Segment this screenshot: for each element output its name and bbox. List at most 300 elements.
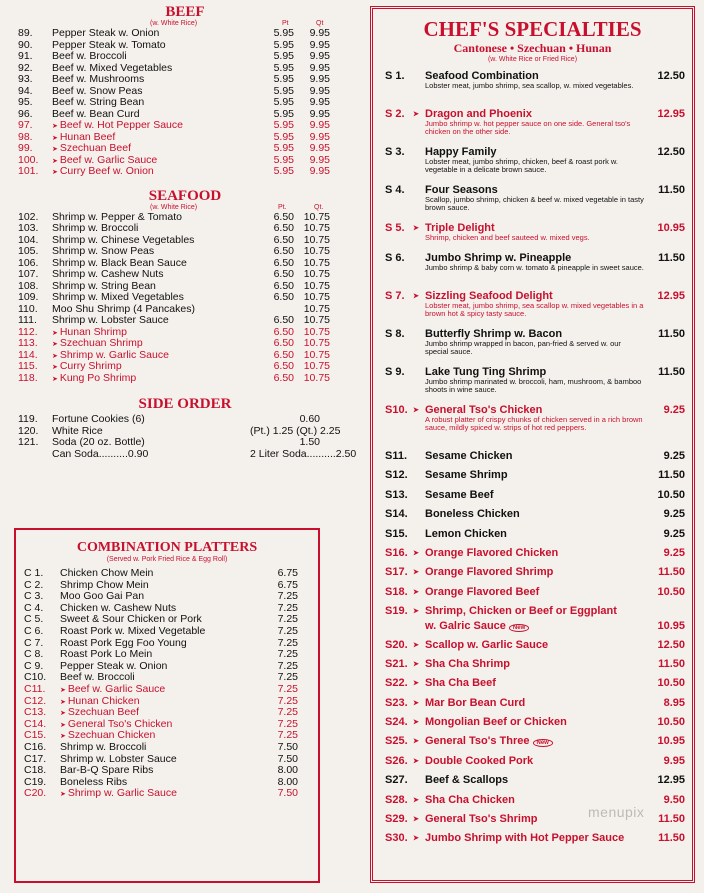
item-number: 90. bbox=[18, 38, 33, 51]
combo-price: 8.00 bbox=[277, 764, 298, 777]
price-pint: 5.95 bbox=[273, 153, 294, 166]
spicy-arrow-icon: ➤ bbox=[413, 641, 419, 649]
special-description: Lobster meat, jumbo shrimp, sea scallop, w. mixed vegetables. bbox=[425, 81, 634, 90]
chef-special-item bbox=[373, 328, 692, 366]
chef-special-item bbox=[373, 469, 692, 488]
combo-name-text: Moo Goo Gai Pan bbox=[60, 590, 145, 603]
special-name-text: w. Galric Sauce bbox=[425, 620, 506, 633]
combo-name-text: Shrimp Chow Mein bbox=[60, 578, 149, 591]
new-badge: New bbox=[533, 739, 553, 747]
item-name-text: Hunan Shrimp bbox=[59, 325, 127, 338]
spicy-arrow-icon: ➤ bbox=[413, 719, 419, 727]
special-number: S20. bbox=[385, 638, 408, 651]
chef-special-item bbox=[373, 146, 692, 184]
spicy-arrow-icon: ➤ bbox=[52, 134, 60, 142]
special-number: S19. bbox=[385, 605, 408, 618]
special-name-text: Four Seasons bbox=[425, 184, 498, 196]
special-number: S22. bbox=[385, 677, 408, 690]
item-name-text: Beef w. Mixed Vegetables bbox=[52, 61, 173, 74]
price-quart: 9.95 bbox=[309, 61, 330, 74]
price-quart: 10.75 bbox=[303, 348, 330, 361]
combo-price: 7.25 bbox=[277, 590, 298, 603]
chef-subtitle: Cantonese • Szechuan • Hunan bbox=[453, 41, 612, 55]
combo-name-text: Roast Pork Egg Foo Young bbox=[60, 636, 187, 649]
combo-row bbox=[16, 684, 318, 696]
special-name bbox=[425, 252, 571, 264]
item-name-text: Shrimp w. Lobster Sauce bbox=[52, 314, 169, 326]
special-name-text: Mar Bor Bean Curd bbox=[425, 696, 526, 709]
item-number: 101. bbox=[18, 165, 39, 177]
special-number: S27. bbox=[385, 774, 408, 787]
combo-price: 7.50 bbox=[277, 740, 298, 753]
item-number: 118. bbox=[18, 371, 38, 384]
combo-number: C 4. bbox=[24, 601, 44, 614]
combo-number: C16. bbox=[24, 740, 47, 753]
chef-note: (w. White Rice or Fried Rice) bbox=[487, 56, 578, 63]
item-name-text: Shrimp w. Cashew Nuts bbox=[52, 268, 164, 280]
item-name-text: Pepper Steak w. Tomato bbox=[52, 38, 166, 51]
item-name: White Rice bbox=[52, 424, 103, 437]
special-name-text: Sha Cha Beef bbox=[425, 677, 496, 690]
combo-price: 7.25 bbox=[277, 601, 298, 614]
combo-name-text: Pepper Steak w. Onion bbox=[60, 659, 168, 672]
item-name-text: Shrimp w. Pepper & Tomato bbox=[52, 210, 182, 223]
watermark: menupix bbox=[588, 804, 645, 820]
combo-price: 7.25 bbox=[277, 636, 298, 649]
special-name bbox=[413, 832, 625, 845]
combo-list bbox=[16, 568, 318, 800]
combo-number: C 3. bbox=[24, 590, 44, 603]
item-number: 110. bbox=[18, 302, 38, 315]
item-name-text: Shrimp w. Mixed Vegetables bbox=[52, 291, 184, 303]
special-name-text: Double Cooked Pork bbox=[425, 754, 534, 767]
special-number: S29. bbox=[385, 813, 408, 826]
special-name bbox=[413, 566, 554, 579]
special-name-text: Sesame Beef bbox=[425, 488, 494, 501]
price-quart: 10.75 bbox=[303, 245, 330, 257]
special-name-text: Mongolian Beef or Chicken bbox=[425, 716, 567, 729]
special-name bbox=[413, 677, 496, 690]
item-name-text: Beef w. Hot Pepper Sauce bbox=[59, 119, 183, 131]
combo-name-text: Szechuan Chicken bbox=[67, 729, 156, 742]
price-pint: 5.95 bbox=[273, 84, 294, 97]
item-name-text: Beef w. Bean Curd bbox=[52, 107, 140, 120]
combo-price: 7.50 bbox=[277, 787, 298, 800]
special-price: 11.50 bbox=[658, 251, 685, 264]
special-name-text: Sesame Shrimp bbox=[425, 469, 508, 482]
price-pint: 6.50 bbox=[273, 325, 294, 338]
item-number: 111. bbox=[18, 314, 37, 326]
special-name-text: Dragon and Phoenix bbox=[425, 108, 532, 120]
side-order-row bbox=[10, 437, 360, 449]
item-number: 104. bbox=[18, 233, 39, 246]
price-pint: 6.50 bbox=[273, 222, 294, 234]
combo-name-text: Szechuan Beef bbox=[67, 706, 140, 719]
spicy-arrow-icon: ➤ bbox=[60, 733, 68, 741]
price-quart: 10.75 bbox=[303, 210, 330, 223]
special-name bbox=[413, 585, 540, 598]
special-price: 11.50 bbox=[658, 184, 685, 196]
special-price: 9.95 bbox=[663, 754, 685, 767]
special-price: 10.95 bbox=[657, 620, 685, 633]
combo-number: C 9. bbox=[24, 659, 44, 672]
price-quart: 10.75 bbox=[303, 233, 330, 246]
price-pint: 5.95 bbox=[273, 50, 294, 62]
price-quart: 9.95 bbox=[309, 96, 330, 108]
special-name bbox=[413, 716, 567, 729]
item-name: Can Soda..........0.90 bbox=[52, 447, 149, 460]
chef-special-item bbox=[373, 605, 692, 638]
item-name-text: Moo Shu Shrimp (4 Pancakes) bbox=[52, 302, 195, 315]
special-price: 10.50 bbox=[657, 585, 685, 598]
special-name-text: Orange Flavored Beef bbox=[425, 585, 540, 598]
chef-special-item bbox=[373, 252, 692, 290]
combo-name-text: Chicken w. Cashew Nuts bbox=[60, 601, 177, 614]
special-price: 10.50 bbox=[657, 488, 685, 501]
price-pint: 6.50 bbox=[273, 279, 294, 292]
price-quart: 10.75 bbox=[303, 302, 330, 315]
item-number: 114. bbox=[18, 348, 38, 361]
chef-special-item bbox=[373, 508, 692, 527]
price-quart: 10.75 bbox=[303, 256, 330, 269]
price-pint: 6.50 bbox=[273, 233, 294, 246]
special-name bbox=[413, 754, 534, 767]
item-name-text: Hunan Beef bbox=[59, 130, 116, 143]
chefs-specialties-box bbox=[370, 6, 695, 883]
special-name bbox=[425, 508, 520, 520]
item-name-text: Pepper Steak w. Onion bbox=[52, 27, 160, 39]
combo-price: 7.25 bbox=[277, 717, 298, 730]
special-number: S 8. bbox=[385, 327, 405, 340]
price-quart: 10.75 bbox=[303, 268, 330, 280]
combo-number: C11. bbox=[24, 682, 46, 695]
spicy-arrow-icon: ➤ bbox=[413, 796, 419, 804]
price-pint: 6.50 bbox=[273, 291, 294, 303]
price-pint: 6.50 bbox=[273, 256, 294, 269]
combo-name-text: Roast Pork Lo Mein bbox=[60, 648, 153, 661]
price-quart: 9.95 bbox=[309, 38, 330, 51]
item-name-text: Beef w. Mushrooms bbox=[52, 73, 145, 85]
chef-special-item bbox=[373, 366, 692, 404]
special-name-text: Lake Tung Ting Shrimp bbox=[425, 365, 547, 378]
spicy-arrow-icon: ➤ bbox=[52, 341, 60, 348]
combo-price: 7.25 bbox=[277, 729, 298, 742]
spicy-arrow-icon: ➤ bbox=[60, 721, 68, 729]
item-number: 95. bbox=[18, 96, 33, 108]
combo-price: 7.25 bbox=[277, 682, 298, 695]
item-price: 2 Liter Soda..........2.50 bbox=[250, 447, 357, 460]
special-name bbox=[425, 469, 508, 481]
beef-pt-label: Pt bbox=[282, 20, 289, 27]
combo-number: C 7. bbox=[24, 636, 44, 649]
special-number: S14. bbox=[385, 508, 408, 521]
spicy-arrow-icon: ➤ bbox=[413, 549, 419, 557]
special-name-text: Jumbo Shrimp with Hot Pepper Sauce bbox=[425, 832, 625, 845]
spicy-arrow-icon: ➤ bbox=[60, 710, 68, 718]
combo-name-text: Shrimp w. Lobster Sauce bbox=[60, 752, 177, 765]
combo-name-text: Bar-B-Q Spare Ribs bbox=[60, 764, 154, 777]
chef-special-item bbox=[373, 697, 692, 716]
spicy-arrow-icon: ➤ bbox=[60, 686, 68, 694]
price-quart: 10.75 bbox=[303, 291, 330, 303]
special-name-text: Shrimp, Chicken or Beef or Eggplant bbox=[425, 605, 617, 618]
price-pint: 5.95 bbox=[273, 119, 294, 131]
chef-special-item bbox=[373, 639, 692, 658]
item-number: 103. bbox=[18, 222, 39, 234]
chef-special-item bbox=[373, 290, 692, 328]
item-number: 112. bbox=[18, 325, 38, 338]
item-name-text: Szechuan Shrimp bbox=[59, 337, 143, 349]
item-name-text: Kung Po Shrimp bbox=[59, 371, 137, 384]
item-number: 93. bbox=[18, 73, 33, 85]
spicy-arrow-icon: ➤ bbox=[413, 608, 419, 616]
spicy-arrow-icon: ➤ bbox=[413, 225, 419, 232]
item-number: 96. bbox=[18, 107, 33, 120]
special-price: 10.95 bbox=[657, 222, 685, 234]
beef-list bbox=[10, 28, 360, 178]
price-pint: 5.95 bbox=[273, 73, 294, 85]
spicy-arrow-icon: ➤ bbox=[413, 406, 419, 414]
chef-special-item bbox=[373, 586, 692, 605]
special-number: S26. bbox=[385, 754, 408, 767]
price-pint: 5.95 bbox=[273, 165, 294, 177]
combo-row bbox=[16, 672, 318, 684]
special-name-text: General Tso's Chicken bbox=[425, 403, 543, 416]
special-name-text: Happy Family bbox=[425, 146, 497, 158]
beef-qt-label: Qt bbox=[316, 20, 324, 27]
item-number: 119. bbox=[18, 413, 38, 425]
item-name: Soda (20 oz. Bottle) bbox=[52, 436, 145, 448]
chef-special-item bbox=[373, 755, 692, 774]
chef-special-item bbox=[373, 774, 692, 793]
spicy-arrow-icon: ➤ bbox=[413, 292, 419, 300]
special-name bbox=[413, 657, 510, 670]
spicy-arrow-icon: ➤ bbox=[413, 569, 419, 577]
combo-price: 7.25 bbox=[277, 624, 298, 637]
special-name-text: General Tso's Shrimp bbox=[425, 813, 538, 826]
combo-row bbox=[16, 788, 318, 800]
item-number: 98. bbox=[18, 130, 33, 143]
price-pint: 5.95 bbox=[273, 38, 294, 51]
price-quart: 10.75 bbox=[303, 337, 330, 349]
special-description: Shrimp, chicken and beef sauteed w. mixed vegs. bbox=[425, 233, 590, 242]
chef-special-item bbox=[373, 735, 692, 754]
special-price: 12.50 bbox=[657, 70, 685, 82]
special-name-text: General Tso's Three bbox=[425, 735, 530, 748]
chef-special-item bbox=[373, 677, 692, 696]
special-price: 10.50 bbox=[657, 677, 685, 690]
combo-title: COMBINATION PLATTERS bbox=[76, 540, 258, 555]
spicy-arrow-icon: ➤ bbox=[413, 680, 419, 688]
special-name bbox=[425, 450, 512, 462]
combo-row bbox=[16, 696, 318, 708]
item-name-text: Shrimp w. Chinese Vegetables bbox=[52, 233, 195, 246]
item-price: 0.60 bbox=[299, 413, 320, 425]
item-number: 99. bbox=[18, 142, 33, 154]
price-quart: 10.75 bbox=[303, 325, 330, 338]
special-name bbox=[413, 289, 553, 302]
special-name bbox=[425, 489, 494, 501]
special-number: S13. bbox=[385, 488, 408, 501]
combo-price: 6.75 bbox=[277, 567, 298, 579]
special-number: S21. bbox=[385, 657, 408, 670]
combo-number: C 8. bbox=[24, 648, 44, 661]
special-price: 12.50 bbox=[657, 146, 685, 158]
chef-special-item bbox=[373, 222, 692, 252]
special-description: Lobster meat, jumbo shrimp, chicken, beef & roast pork w. vegetable in a delicate brown sauce. bbox=[425, 157, 619, 175]
item-number: 91. bbox=[18, 50, 33, 62]
item-number: 89. bbox=[18, 27, 33, 39]
special-description: Lobster meat, jumbo shrimp, sea scallop w. mixed vegetables in a brown hot & spicy tasty sauce. bbox=[425, 300, 644, 318]
combo-number: C18. bbox=[24, 764, 47, 777]
special-number: S 4. bbox=[385, 184, 405, 196]
item-name-text: Shrimp w. Black Bean Sauce bbox=[52, 256, 187, 269]
chef-special-item bbox=[373, 658, 692, 677]
price-pint: 5.95 bbox=[273, 142, 294, 154]
special-number: S18. bbox=[385, 585, 408, 598]
special-name-text: Boneless Chicken bbox=[425, 508, 520, 521]
price-pint: 6.50 bbox=[273, 348, 294, 361]
spicy-arrow-icon: ➤ bbox=[413, 588, 419, 596]
price-quart: 9.95 bbox=[309, 130, 330, 143]
new-badge: New bbox=[509, 624, 529, 632]
spicy-arrow-icon: ➤ bbox=[413, 757, 419, 765]
chef-special-item bbox=[373, 184, 692, 222]
beef-title: BEEF bbox=[165, 4, 205, 20]
combo-number: C12. bbox=[24, 694, 47, 707]
price-pint: 6.50 bbox=[273, 371, 294, 384]
chef-special-item bbox=[373, 108, 692, 146]
chef-special-item bbox=[373, 404, 692, 450]
special-price: 9.50 bbox=[663, 793, 685, 806]
spicy-arrow-icon: ➤ bbox=[413, 816, 419, 824]
special-price: 12.95 bbox=[657, 289, 685, 302]
combo-name-text: Shrimp w. Garlic Sauce bbox=[67, 787, 177, 800]
special-name bbox=[425, 328, 562, 340]
spicy-arrow-icon: ➤ bbox=[52, 364, 60, 371]
combo-price: 7.25 bbox=[277, 706, 298, 719]
special-price: 10.50 bbox=[657, 716, 685, 729]
special-number: S17. bbox=[385, 566, 408, 579]
price-quart: 9.95 bbox=[309, 50, 330, 62]
combo-note: (Served w. Pork Fried Rice & Egg Roll) bbox=[106, 556, 228, 563]
special-price: 11.50 bbox=[658, 657, 685, 670]
item-number: 106. bbox=[18, 256, 39, 269]
price-quart: 9.95 bbox=[309, 73, 330, 85]
chef-title: CHEF'S SPECIALTIES bbox=[423, 17, 642, 41]
special-number: S10. bbox=[385, 403, 408, 416]
special-name bbox=[413, 546, 559, 559]
combo-number: C15. bbox=[24, 729, 47, 742]
combo-price: 7.50 bbox=[277, 752, 298, 765]
special-price: 9.25 bbox=[663, 546, 685, 559]
special-name-text: Orange Flavored Shrimp bbox=[425, 566, 554, 579]
combo-name-text: Chicken Chow Mein bbox=[60, 567, 154, 579]
item-number: 105. bbox=[18, 245, 39, 257]
combo-row bbox=[16, 719, 318, 731]
item-price: 1.50 bbox=[299, 436, 320, 448]
special-number: S 7. bbox=[385, 289, 405, 302]
seafood-note: (w. White Rice) bbox=[150, 203, 198, 211]
special-price: 12.95 bbox=[657, 774, 685, 787]
special-number: S12. bbox=[385, 469, 408, 482]
item-name-text: Beef w. Snow Peas bbox=[52, 84, 143, 97]
price-quart: 10.75 bbox=[303, 371, 330, 384]
combo-price: 7.25 bbox=[277, 671, 298, 684]
combo-name-text: General Tso's Chicken bbox=[67, 717, 173, 730]
special-name-text: Sha Cha Chicken bbox=[425, 793, 515, 806]
special-price: 12.95 bbox=[657, 108, 685, 120]
special-description: Jumbo shrimp w. hot pepper sauce on one side. General tso's chicken on the other side. bbox=[425, 119, 631, 137]
special-number: S16. bbox=[385, 546, 408, 559]
special-description: Jumbo shrimp marinated w. broccoli, ham, mushroom, & bamboo shoots in wine sauce. bbox=[425, 376, 642, 394]
chef-special-item bbox=[373, 716, 692, 735]
item-number: 97. bbox=[18, 119, 33, 131]
combo-number: C19. bbox=[24, 775, 47, 788]
spicy-arrow-icon: ➤ bbox=[52, 169, 60, 176]
price-quart: 9.95 bbox=[309, 27, 330, 39]
special-description: A robust platter of crispy chunks of chicken served in a rich brown sauce, mildly spiced w. strips of hot red peppers. bbox=[425, 414, 643, 432]
chef-special-item bbox=[373, 450, 692, 469]
price-quart: 10.75 bbox=[303, 222, 330, 234]
item-number: 107. bbox=[18, 268, 39, 280]
spicy-arrow-icon: ➤ bbox=[52, 123, 60, 130]
special-name-text: Sesame Chicken bbox=[425, 449, 513, 462]
item-name-text: Shrimp w. Snow Peas bbox=[52, 245, 155, 257]
item-number: 120. bbox=[18, 424, 39, 437]
special-price: 9.25 bbox=[663, 403, 685, 416]
special-name-text: Sizzling Seafood Delight bbox=[425, 289, 553, 302]
combo-name-text: Boneless Ribs bbox=[60, 775, 128, 788]
special-name-text: Butterfly Shrimp w. Bacon bbox=[425, 327, 563, 340]
spicy-arrow-icon: ➤ bbox=[60, 698, 68, 706]
side-order-row bbox=[10, 449, 360, 461]
special-price: 10.95 bbox=[657, 735, 685, 748]
special-name-line2 bbox=[425, 620, 529, 632]
combo-number: C20. bbox=[24, 787, 47, 800]
price-quart: 9.95 bbox=[309, 142, 330, 154]
special-price: 11.50 bbox=[658, 832, 685, 845]
special-number: S23. bbox=[385, 696, 408, 709]
price-quart: 10.75 bbox=[303, 360, 330, 372]
special-name-text: Lemon Chicken bbox=[425, 527, 507, 540]
combo-price: 8.00 bbox=[277, 775, 298, 788]
combo-number: C14. bbox=[24, 717, 47, 730]
special-name bbox=[413, 605, 617, 618]
combo-name bbox=[60, 788, 177, 801]
special-number: S30. bbox=[385, 832, 408, 845]
item-name-text: Curry Beef w. Onion bbox=[59, 165, 154, 177]
special-price: 11.50 bbox=[658, 469, 685, 482]
price-quart: 9.95 bbox=[309, 84, 330, 97]
item-number: 100. bbox=[18, 153, 39, 166]
combo-name-text: Shrimp w. Broccoli bbox=[60, 740, 147, 753]
combo-number: C 1. bbox=[24, 567, 44, 579]
price-pint: 6.50 bbox=[273, 210, 294, 223]
price-pint: 5.95 bbox=[273, 96, 294, 108]
seafood-list bbox=[10, 212, 360, 385]
item-name-text: Szechuan Beef bbox=[59, 142, 132, 154]
special-name-text: Seafood Combination bbox=[425, 70, 539, 82]
spicy-arrow-icon: ➤ bbox=[52, 329, 60, 337]
special-price: 8.95 bbox=[663, 696, 685, 709]
combo-name-text: Beef w. Broccoli bbox=[60, 671, 135, 684]
special-description: Jumbo shrimp wrapped in bacon, pan-fried & served w. our special sauce. bbox=[425, 338, 621, 356]
spicy-arrow-icon: ➤ bbox=[52, 157, 60, 165]
special-number: S 2. bbox=[385, 108, 405, 120]
combo-price: 7.25 bbox=[277, 694, 298, 707]
spicy-arrow-icon: ➤ bbox=[60, 791, 68, 799]
